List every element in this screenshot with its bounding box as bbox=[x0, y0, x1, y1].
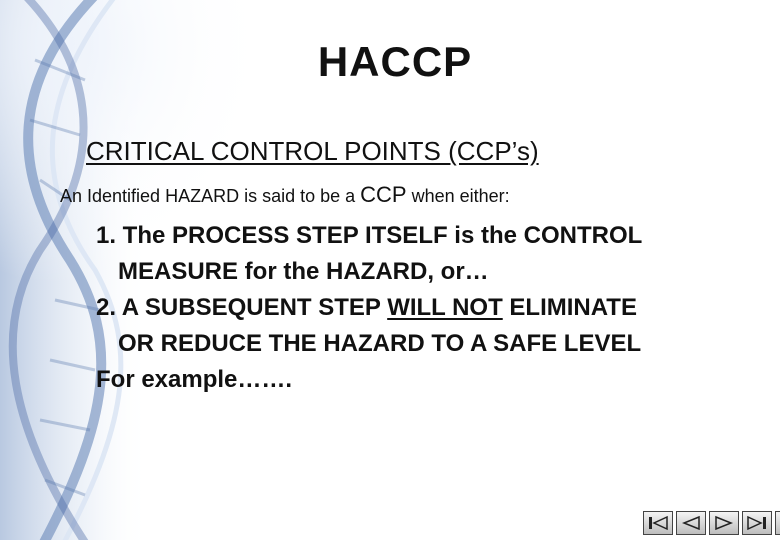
list-item-text: ELIMINATE bbox=[502, 294, 637, 321]
next-slide-button[interactable] bbox=[709, 511, 739, 535]
first-slide-button[interactable] bbox=[643, 511, 673, 535]
intro-text bbox=[60, 182, 510, 208]
skip-forward-icon bbox=[745, 515, 769, 531]
previous-slide-button[interactable] bbox=[676, 511, 706, 535]
exit-button[interactable] bbox=[775, 511, 780, 535]
arrow-right-icon bbox=[712, 515, 736, 531]
intro-emphasis: CCP bbox=[360, 182, 407, 207]
list-item bbox=[96, 218, 766, 290]
list-item-text: 2. A SUBSEQUENT STEP bbox=[96, 294, 388, 321]
last-slide-button[interactable] bbox=[742, 511, 772, 535]
example-text: For example……. bbox=[96, 366, 293, 393]
slide-title: HACCP bbox=[317, 38, 473, 85]
list-item-line: 1. The PROCESS STEP ITSELF is the CONTROL bbox=[96, 222, 643, 249]
arrow-left-icon bbox=[679, 515, 703, 531]
skip-back-icon bbox=[646, 515, 670, 531]
list-item-continuation: MEASURE for the HAZARD, or… bbox=[118, 258, 489, 285]
underlined-emphasis: WILL NOT bbox=[387, 294, 503, 321]
intro-text-end: when either: bbox=[406, 186, 510, 206]
condition-list bbox=[96, 218, 766, 398]
slide-subtitle: CRITICAL CONTROL POINTS (CCP’s) bbox=[86, 136, 539, 166]
slide-navigation bbox=[643, 511, 780, 535]
list-item bbox=[96, 290, 766, 362]
intro-text-start: An Identified HAZARD is said to be a bbox=[60, 186, 361, 206]
list-item-continuation: OR REDUCE THE HAZARD TO A SAFE LEVEL bbox=[118, 330, 642, 357]
list-item-line bbox=[96, 294, 637, 321]
